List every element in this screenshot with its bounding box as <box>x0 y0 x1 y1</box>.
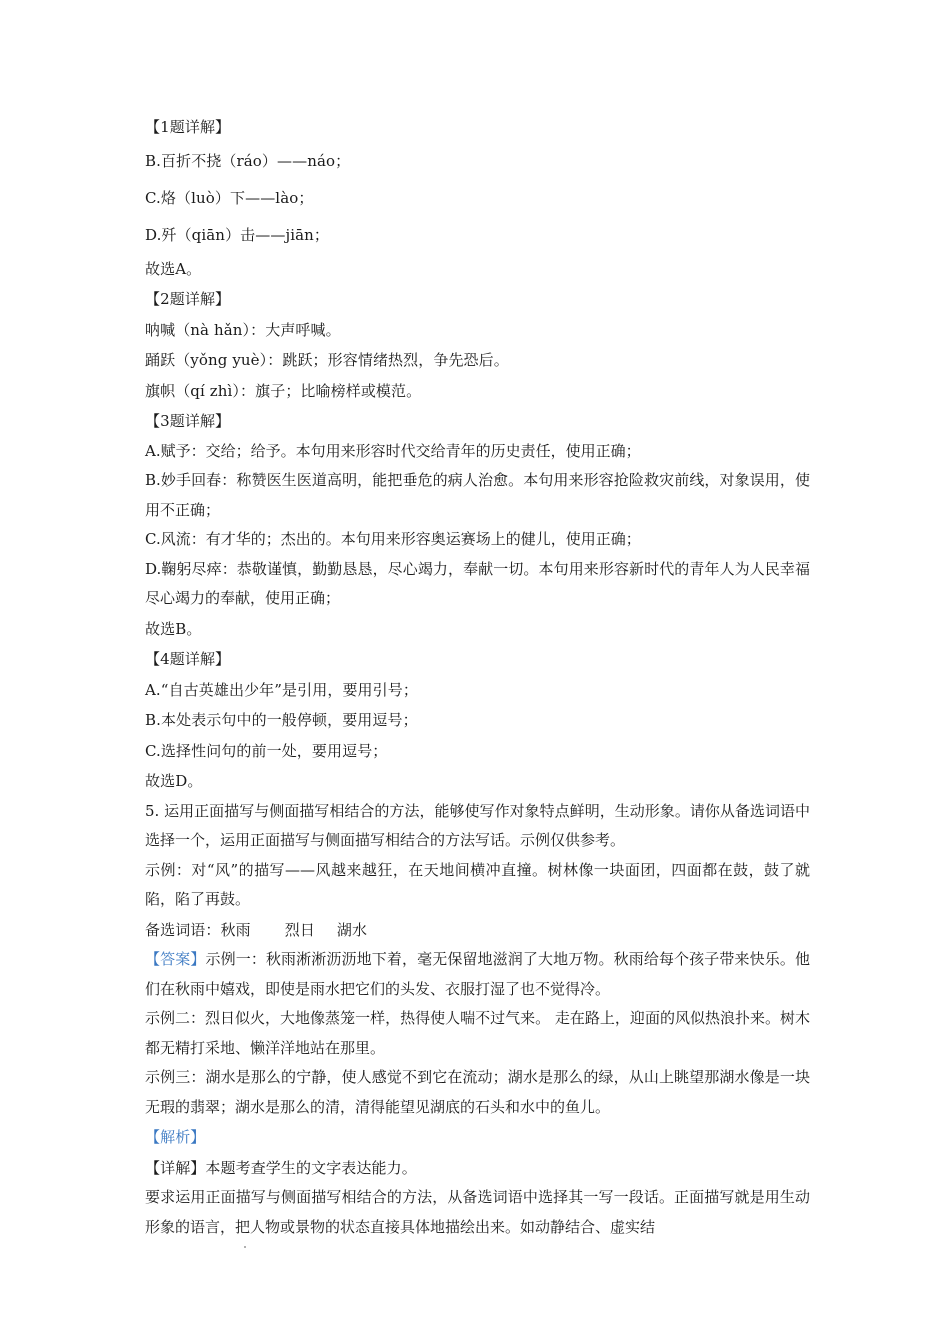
q3-item-c: C.风流：有才华的；杰出的。本句用来形容奥运赛场上的健儿，使用正确； <box>145 530 641 548</box>
q3-conclusion: 故选B。 <box>145 619 202 638</box>
q5-answer-1 <box>145 945 810 1004</box>
q3-item-d: D.鞠躬尽瘁：恭敬谨慎，勤勤恳恳，尽心竭力，奉献一切。本句用来形容新时代的青年人为人民幸福尽心竭力的奉献，使用正确； <box>145 559 810 607</box>
q1-line-d: D.歼（qiān）击——jiān； <box>145 225 330 244</box>
document-page <box>145 112 810 1242</box>
q3-heading: 【3题详解】 <box>145 412 231 430</box>
q5-example: 示例：对“风”的描写——风越来越狂，在天地间横冲直撞。树林像一块面团，四面都在鼓，鼓了就陷，陷了再鼓。 <box>145 860 810 908</box>
q3-item-a: A.赋予：交给；给予。本句用来形容时代交给青年的历史责任，使用正确； <box>145 441 641 460</box>
q5-option-1: 秋雨 <box>220 920 251 939</box>
q5-option-3: 湖水 <box>336 920 368 939</box>
q5-answer-3: 示例三：湖水是那么的宁静，使人感觉不到它在流动；湖水是那么的绿，从山上眺望那湖水像是一块无瑕的翡翠；湖水是那么的清，清得能望见湖底的石头和水中的鱼儿。 <box>145 1068 810 1116</box>
q5-prompt: 5. 运用正面描写与侧面描写相结合的方法，能够使写作对象特点鲜明，生动形象。请你从备选词语中选择一个，运用正面描写与侧面描写相结合的方法写话。示例仅供参考。 <box>145 801 810 849</box>
answer-tag: 【答案】 <box>145 950 206 968</box>
q4-line-b: B.本处表示句中的一般停顿，要用逗号； <box>145 711 418 729</box>
analysis-tag: 【解析】 <box>145 1128 206 1146</box>
detail-first: 本题考查学生的文字表达能力。 <box>205 1158 417 1177</box>
q1-line-b: B.百折不挠（ráo）——náo； <box>145 151 351 170</box>
detail-heading: 【详解】 <box>145 1158 206 1177</box>
q4-conclusion: 故选D。 <box>145 772 203 790</box>
q5-option-2: 烈日 <box>284 920 315 939</box>
detail-paragraph: 要求运用正面描写与侧面描写相结合的方法，从备选词语中选择其一写一段话。正面描写就是用生动形象的语言，把人物或景物的状态直接具体地描绘出来。如动静结合、虚实结 <box>145 1188 810 1236</box>
q1-heading: 【1题详解】 <box>145 118 231 136</box>
detail-line <box>145 1153 810 1184</box>
q1-line-c: C.烙（luò）下——lào； <box>145 188 314 207</box>
q1-conclusion: 故选A。 <box>145 259 202 278</box>
q5-answer-2: 示例二：烈日似火，大地像蒸笼一样，热得使人喘不过气来。 走在路上，迎面的风似热浪扑来。树木都无精打采地、懒洋洋地站在那里。 <box>145 1009 810 1057</box>
q5-options-label: 备选词语： <box>145 920 221 939</box>
q4-heading: 【4题详解】 <box>145 650 231 668</box>
page-speck <box>244 1246 246 1248</box>
q2-line-3: 旗帜（qí zhì）：旗子；比喻榜样或模范。 <box>145 381 422 400</box>
q5-options <box>145 915 810 946</box>
q2-line-2: 踊跃（yǒng yuè）：跳跃；形容情绪热烈，争先恐后。 <box>145 351 509 369</box>
q2-heading: 【2题详解】 <box>145 290 231 308</box>
q4-line-a: A.“自古英雄出少年”是引用，要用引号； <box>145 680 418 699</box>
q4-line-c: C.选择性问句的前一处，要用逗号； <box>145 741 388 760</box>
q3-item-b: B.妙手回春：称赞医生医道高明，能把垂危的病人治愈。本句用来形容抢险救灾前线，对象误用，使用不正确； <box>145 471 810 519</box>
answer-1-text: 示例一：秋雨淅淅沥沥地下着，毫无保留地滋润了大地万物。秋雨给每个孩子带来快乐。他们在秋雨中嬉戏，即使是雨水把它们的头发、衣服打湿了也不觉得冷。 <box>145 950 810 998</box>
q2-line-1: 呐喊（nà hǎn）：大声呼喊。 <box>145 320 341 339</box>
